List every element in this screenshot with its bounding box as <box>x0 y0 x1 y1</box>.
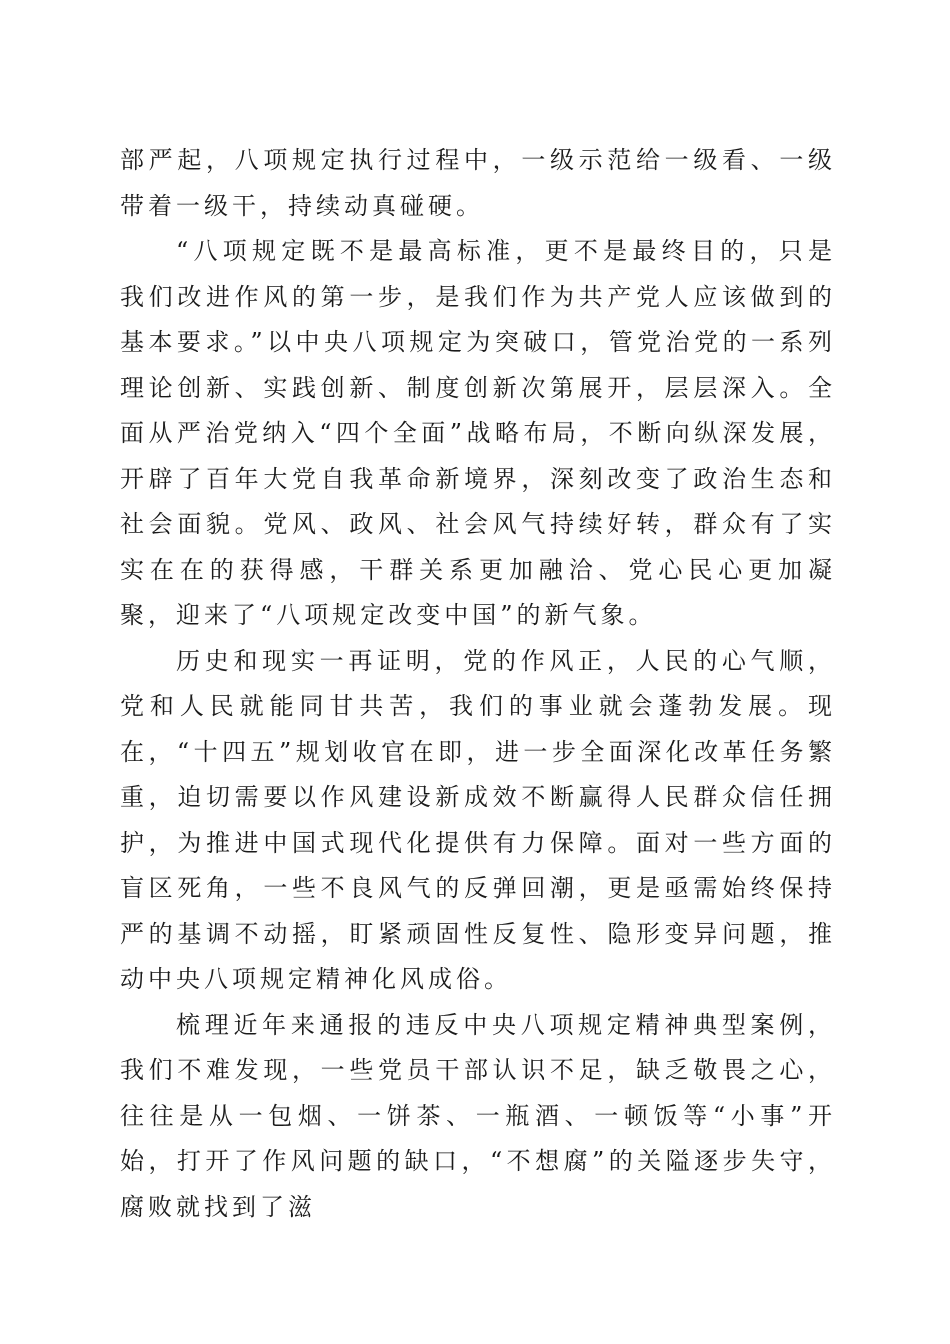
paragraph-typical-cases: 梳理近年来通报的违反中央八项规定精神典型案例，我们不难发现，一些党员干部认识不足，缺乏敬畏之心，往往是从一包烟、一饼茶、一瓶酒、一顿饭等“小事”开始，打开了作风问题的缺口，“不想腐”的关隘逐步失守，腐败就找到了滋 <box>120 1010 836 1221</box>
document-body <box>120 138 836 1230</box>
paragraph-continuation: 部严起，八项规定执行过程中，一级示范给一级看、一级带着一级干，持续动真碰硬。 <box>120 146 836 220</box>
paragraph-history-reality: 历史和现实一再证明，党的作风正，人民的心气顺，党和人民就能同甘共苦，我们的事业就会蓬勃发展。现在，“十四五”规划收官在即，进一步全面深化改革任务繁重，迫切需要以作风建设新成效不断赢得人民群众信任拥护，为推进中国式现代化提供有力保障。面对一些方面的盲区死角，一些不良风气的反弹回潮，更是亟需始终保持严的基调不动摇，盯紧顽固性反复性、隐形变异问题，推动中央八项规定精神化风成俗。 <box>120 646 836 993</box>
paragraph-eight-rules-quote: “八项规定既不是最高标准，更不是最终目的，只是我们改进作风的第一步，是我们作为共产党人应该做到的基本要求。”以中央八项规定为突破口，管党治党的一系列理论创新、实践创新、制度创新次第展开，层层深入。全面从严治党纳入“四个全面”战略布局，不断向纵深发展，开辟了百年大党自我革命新境界，深刻改变了政治生态和社会面貌。党风、政风、社会风气持续好转，群众有了实实在在的获得感，干群关系更加融洽、党心民心更加凝聚，迎来了“八项规定改变中国”的新气象。 <box>120 237 836 629</box>
